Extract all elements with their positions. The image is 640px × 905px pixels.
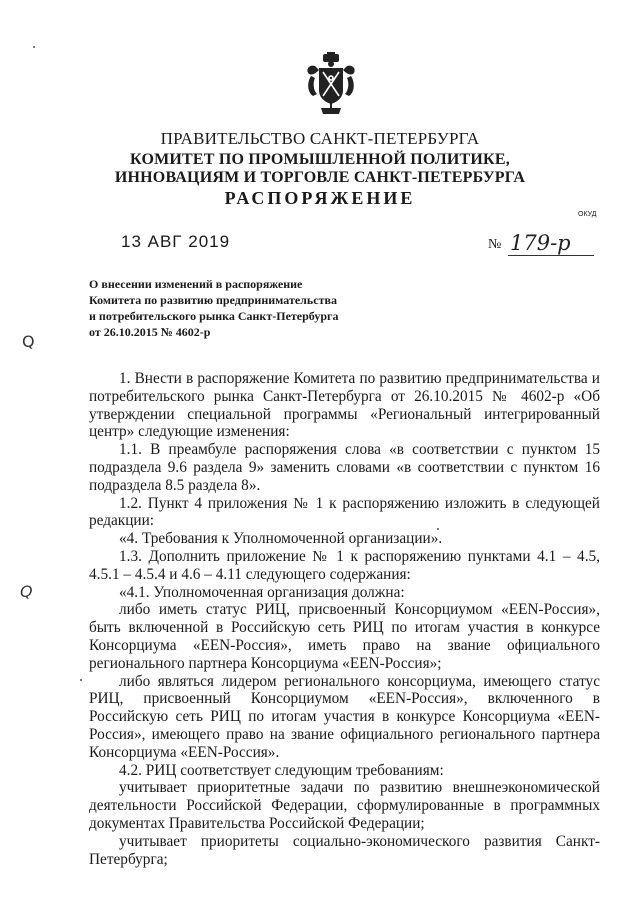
okud-label: ОКУД (578, 211, 597, 218)
coat-of-arms-icon (301, 52, 361, 116)
body-paragraph: либо являться лидером регионального консорциума, имеющего статус РИЦ, присвоенный Консорциумом «EEN-Россия», включенного в Российскую сеть РИЦ по итогам участия в конкурсе Консорциума «EEN-Россия», имеющего право на звание официального регионального партнера Консорциума «EEN-Россия». (89, 672, 600, 761)
subject-line: и потребительского рынка Санкт-Петербурга (89, 309, 339, 323)
subject-line: Комитета по развитию предпринимательства (89, 293, 337, 307)
body-paragraph: 1. Внести в распоряжение Комитета по развитию предпринимательства и потребительского рынка Санкт-Петербурга от 26.10.2015 № 4602-р «Об утверждении специальной программы «Региональный интегрированный центр» следующие изменения: (89, 370, 600, 441)
scan-speck (80, 679, 82, 681)
body-paragraph: 1.3. Дополнить приложение № 1 к распоряжению пунктами 4.1 – 4.5, 4.5.1 – 4.5.4 и 4.6 – 4.11 следующего содержания: (89, 547, 600, 583)
scan-speck (33, 46, 35, 48)
body-paragraph: учитывает приоритетные задачи по развитию внешнеэкономической деятельности Российской Федерации, сформулированные в программных документах Правительства Российской Федерации; (89, 779, 600, 832)
document-body (89, 370, 600, 868)
document-date: 13 АВГ 2019 (121, 232, 231, 251)
body-paragraph: 1.2. Пункт 4 приложения № 1 к распоряжению изложить в следующей редакции: (89, 494, 600, 530)
number-label: № (488, 237, 502, 252)
body-paragraph: «4.1. Уполномоченная организация должна: (119, 583, 405, 601)
committee-title-line2: ИННОВАЦИЯМ И ТОРГОВЛЕ САНКТ-ПЕТЕРБУРГА (114, 169, 526, 186)
government-title: ПРАВИТЕЛЬСТВО САНКТ-ПЕТЕРБУРГА (160, 129, 480, 148)
body-paragraph: 1.1. В преамбуле распоряжения слова «в соответствии с пунктом 15 подраздела 9.6 раздела 9» заменить словами «в соответствии с пунктом 16 подраздела 8.5 раздела 8». (89, 441, 600, 494)
committee-title-line1: КОМИТЕТ ПО ПРОМЫШЛЕННОЙ ПОЛИТИКЕ, (130, 151, 510, 168)
margin-mark: Q (22, 332, 35, 351)
document-type: РАСПОРЯЖЕНИЕ (224, 188, 416, 208)
margin-mark: Q (20, 582, 33, 601)
body-paragraph: учитывает приоритеты социально-экономического развития Санкт-Петербурга; (89, 832, 600, 868)
number-underline (508, 255, 594, 256)
body-paragraph: либо иметь статус РИЦ, присвоенный Консорциумом «EEN-Россия», быть включенной в Российскую сеть РИЦ по итогам участия в конкурсе Консорциума «EEN-Россия», иметь право на звание официального регионального партнера Консорциума «EEN-Россия»; (89, 601, 600, 672)
document-number (488, 231, 596, 257)
body-paragraph: 4.2. РИЦ соответствует следующим требованиям: (119, 761, 444, 779)
document-subject (89, 276, 389, 340)
number-value: 179-р (510, 231, 571, 255)
subject-line: от 26.10.2015 № 4602-р (89, 325, 211, 339)
subject-line: О внесении изменений в распоряжение (89, 277, 303, 291)
body-paragraph: «4. Требования к Уполномоченной организации». (119, 530, 443, 548)
